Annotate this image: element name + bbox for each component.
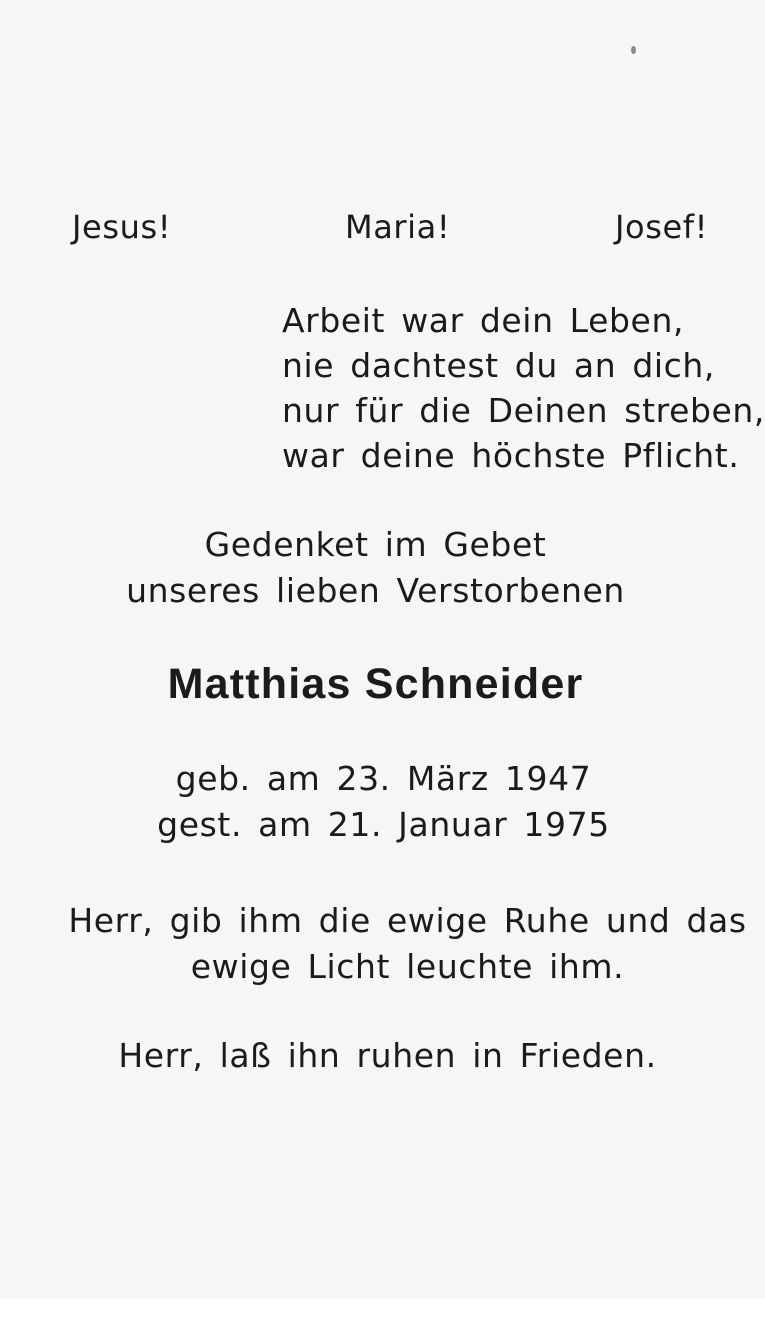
poem-line: Arbeit war dein Leben, xyxy=(282,301,685,340)
death-date: gest. am 21. Januar 1975 xyxy=(157,805,610,844)
prayer-line: Herr, gib ihm die ewige Ruhe und das xyxy=(68,901,747,940)
closing-prayer xyxy=(5,1032,765,1078)
invocation-josef: Josef! xyxy=(615,208,709,246)
invocation-maria: Maria! xyxy=(345,208,451,246)
deceased-name: Matthias Schneider xyxy=(167,660,584,708)
closing-line: Herr, laß ihn ruhen in Frieden. xyxy=(118,1036,657,1075)
remembrance-line: unseres lieben Verstorbenen xyxy=(126,571,625,610)
birth-date: geb. am 23. März 1947 xyxy=(175,759,592,798)
poem-line: war deine höchste Pflicht. xyxy=(282,436,740,475)
poem-line: nie dachtest du an dich, xyxy=(282,346,716,385)
remembrance-line: Gedenket im Gebet xyxy=(204,525,547,564)
prayer-line: ewige Licht leuchte ihm. xyxy=(190,947,625,986)
invocation-jesus: Jesus! xyxy=(72,208,172,246)
life-dates xyxy=(1,755,765,847)
poem-line: nur für die Deinen streben, xyxy=(282,391,765,430)
poem xyxy=(282,298,765,478)
paper-speck xyxy=(631,46,636,54)
prayer-text xyxy=(25,897,765,989)
remembrance-text xyxy=(0,522,758,614)
